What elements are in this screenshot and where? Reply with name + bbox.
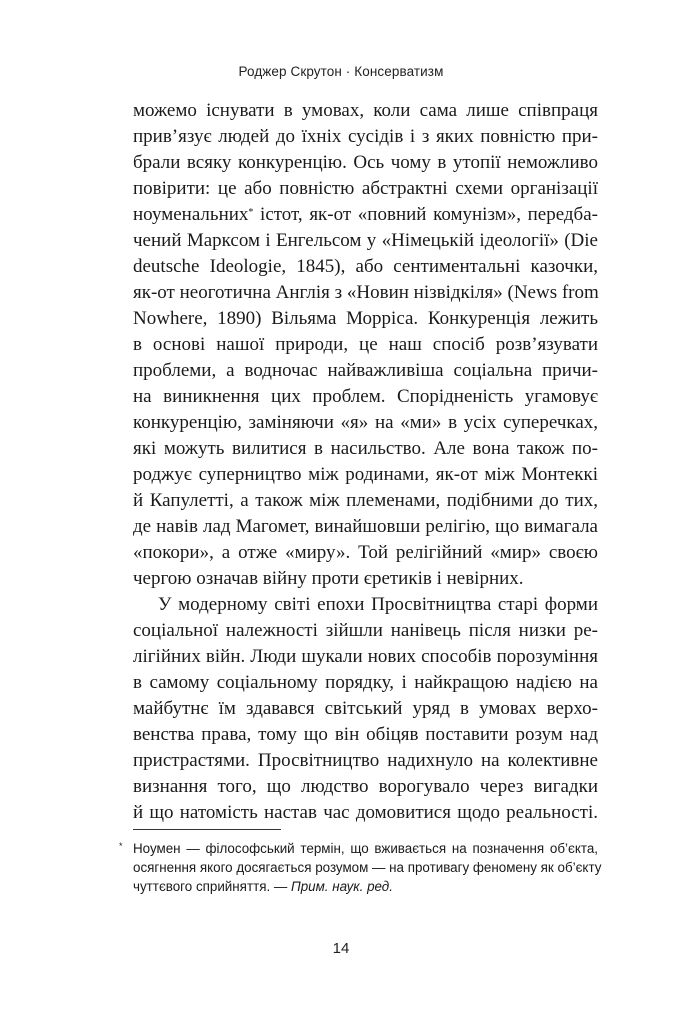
footnote-separator (133, 829, 281, 830)
text-line: які можуть вилитися в насильство. Але вона також по- (133, 438, 598, 459)
text-line: можемо існувати в умовах, коли сама лише співпраця (133, 100, 598, 121)
text-line: на виникнення цих проблем. Спорідненість угамовує (133, 386, 598, 407)
text-line: проблеми, а водночас найважливіша соціальна причи- (133, 360, 598, 381)
text-line: «покори», а отже «миру». Той релігійний «мир» своєю (133, 542, 598, 563)
text-line: визнання того, що людство ворогувало через вигадки (133, 776, 598, 797)
text-line: повірити: це або повністю абстрактні схеми організації (133, 178, 598, 199)
footnote-text: чуттєвого сприйняття. — (133, 879, 292, 894)
paragraph-first-line: У модерному світі епохи Просвітництва старі форми (158, 594, 598, 615)
footnote-reference[interactable]: * (248, 207, 254, 218)
text-segment: ноуменальних (133, 204, 249, 225)
footnote-marker: * (119, 841, 123, 851)
editor-note: Прим. наук. ред. (291, 879, 393, 894)
text-line: соціальної належності зійшли нанівець після низки ре- (133, 620, 598, 641)
text-line: пристрастями. Просвітництво надихнуло на колективне (133, 750, 598, 771)
text-line: як-от неоготична Англія з «Новин нізвідкіля» (News from (133, 282, 599, 303)
text-line (133, 202, 598, 227)
page-number: 14 (332, 940, 350, 957)
text-segment: істот, як-от «повний комунізм», передба- (253, 204, 598, 225)
text-line: конкуренцію, заміняючи «я» на «ми» в усіх суперечках, (133, 412, 598, 433)
text-line: чений Марксом і Енгельсом у «Німецькій ідеології» (Die (133, 230, 598, 251)
text-line: й що натомість настав час домовитися щодо реальності. (133, 802, 598, 823)
running-header: Роджер Скрутон · Консерватизм (238, 64, 444, 79)
text-line: в самому соціальному порядку, і найкращою надією на (133, 672, 598, 693)
text-line: лігійних війн. Люди шукали нових способів порозуміння (133, 646, 598, 667)
footnote-line: Ноумен — філософський термін, що вживається на позначення об’єкта, (133, 841, 598, 856)
text-line: майбутнє їм здавався світський уряд в умовах верхо- (133, 698, 598, 719)
text-line: чергою означав війну проти єретиків і невірних. (133, 568, 524, 589)
text-line: де навів лад Магомет, винайшовши релігію, що вимагала (133, 516, 598, 537)
footnote-line: осягнення якого досягається розумом — на противагу феномену як об’єкту (133, 860, 602, 875)
text-line: й Капулетті, а також між племенами, подібними до тих, (133, 490, 598, 511)
text-line: венства права, тому що він обіцяв поставити розум над (133, 724, 598, 745)
text-line: Nowhere, 1890) Вільяма Морріса. Конкуренція лежить (133, 308, 598, 329)
text-line: прив’язує людей до їхніх сусідів і з яких повністю при- (133, 126, 598, 147)
text-line: deutsche Ideologie, 1845), або сентиментальні казочки, (133, 256, 598, 277)
footnote-line (133, 878, 598, 896)
text-line: в основі нашої природи, це наш спосіб розв’язувати (133, 334, 598, 355)
text-line: роджує суперництво між родинами, як-от між Монтеккі (133, 464, 598, 485)
text-line: брали всяку конкуренцію. Ось чому в утопії неможливо (133, 152, 598, 173)
